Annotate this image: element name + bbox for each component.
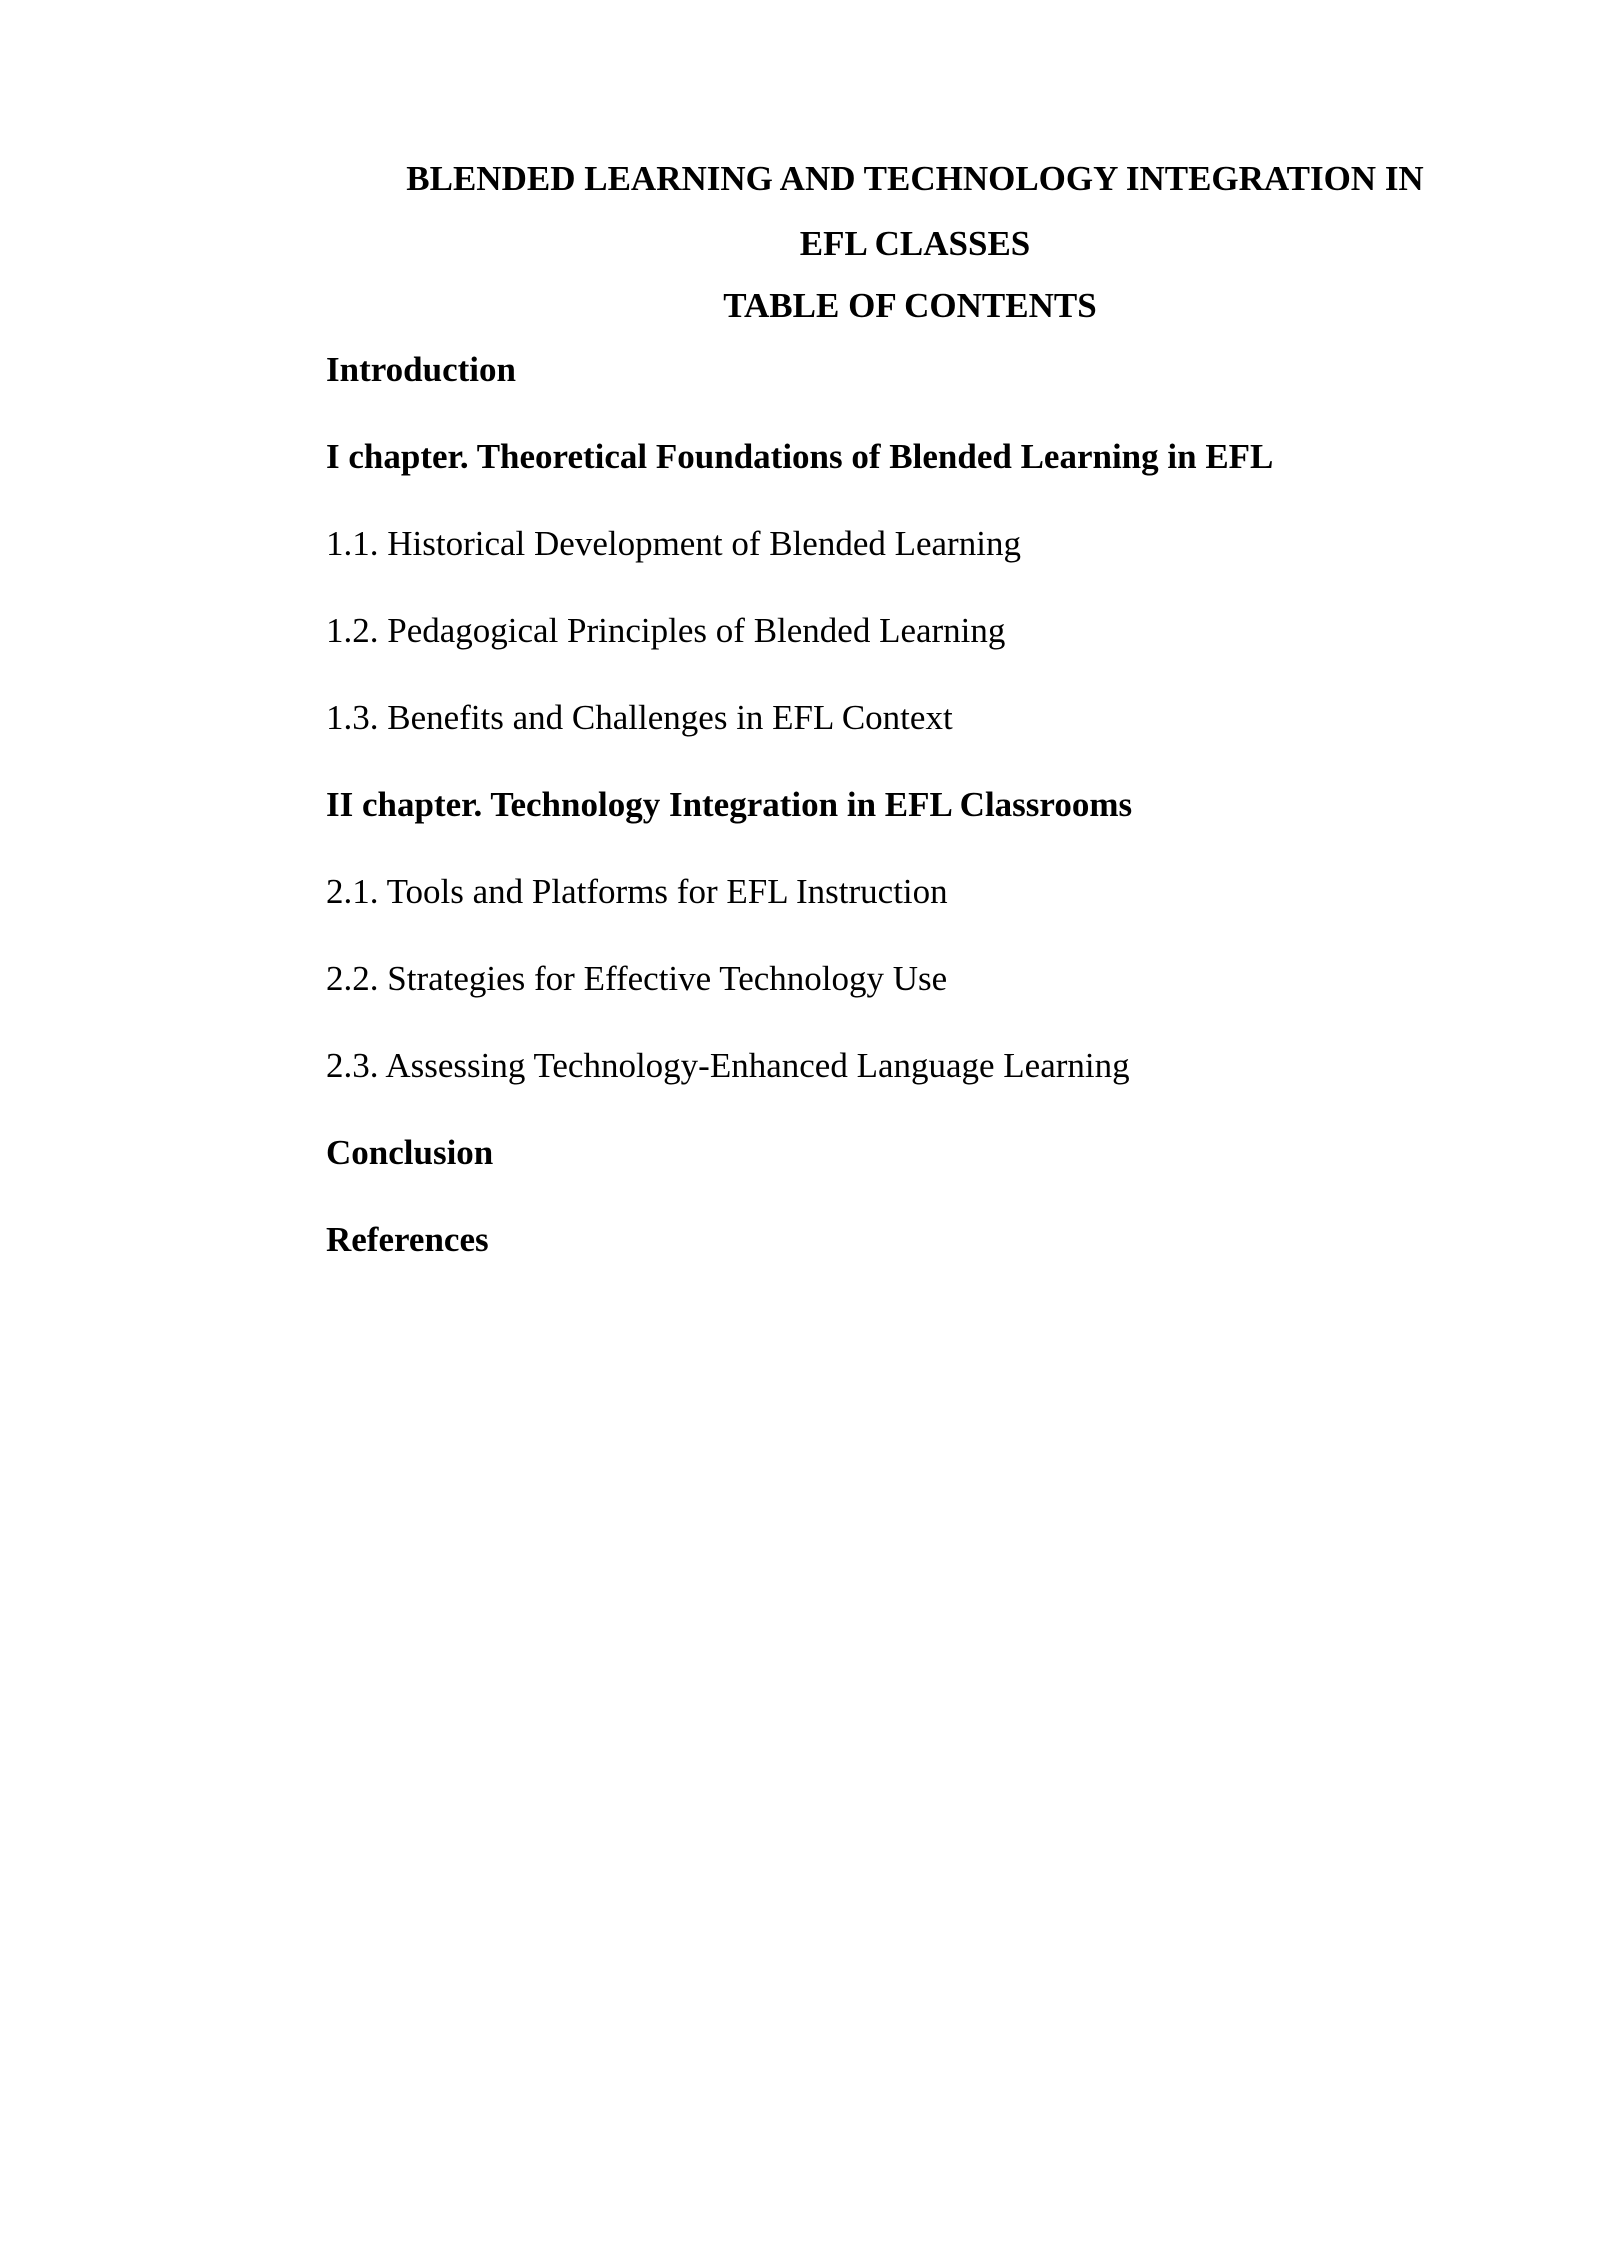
- toc-entry-2-2: 2.2. Strategies for Effective Technology Use: [326, 959, 948, 998]
- toc-entry-1-3: 1.3. Benefits and Challenges in EFL Context: [326, 698, 953, 737]
- toc-entry-chapter-2: II chapter. Technology Integration in EFL Classrooms: [326, 785, 1133, 824]
- toc-entry-1-2: 1.2. Pedagogical Principles of Blended Learning: [326, 611, 1006, 650]
- table-of-contents: [326, 340, 1526, 1297]
- toc-entry-chapter-1: I chapter. Theoretical Foundations of Blended Learning in EFL: [326, 437, 1274, 476]
- toc-entry-introduction: Introduction: [326, 350, 516, 389]
- document-title: [355, 146, 1475, 276]
- toc-heading: TABLE OF CONTENTS: [723, 286, 1097, 325]
- toc-entry-references: References: [326, 1220, 489, 1259]
- toc-entry-2-3: 2.3. Assessing Technology-Enhanced Language Learning: [326, 1046, 1130, 1085]
- title-line-1: BLENDED LEARNING AND TECHNOLOGY INTEGRATION IN: [406, 159, 1424, 198]
- toc-entry-2-1: 2.1. Tools and Platforms for EFL Instruction: [326, 872, 948, 911]
- toc-entry-conclusion: Conclusion: [326, 1133, 494, 1172]
- title-line-2: EFL CLASSES: [799, 224, 1031, 263]
- toc-entry-1-1: 1.1. Historical Development of Blended Learning: [326, 524, 1021, 563]
